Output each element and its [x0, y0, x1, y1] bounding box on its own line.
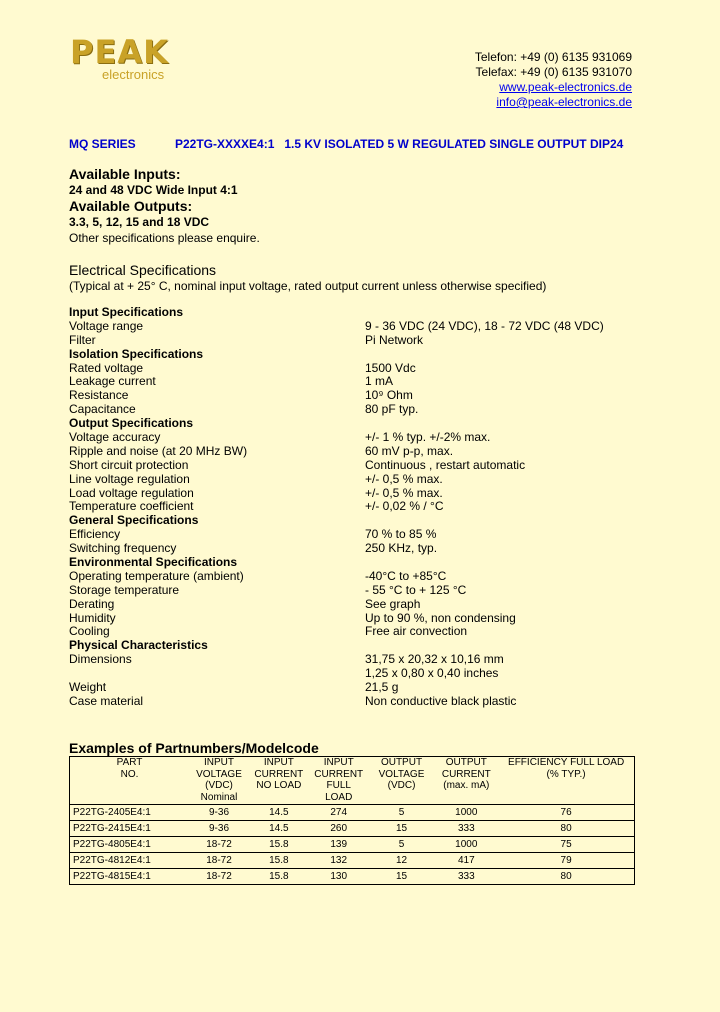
logo-brand: PEAK: [70, 33, 169, 71]
table-row: [70, 821, 635, 837]
spec-row: [69, 375, 649, 389]
series-title: P22TG-XXXXE4:1 1.5 KV ISOLATED 5 W REGULATED SINGLE OUTPUT DIP24: [175, 137, 624, 151]
spec-row: [69, 570, 649, 584]
spec-label: Filter: [69, 332, 96, 347]
spec-label: Resistance: [69, 388, 129, 403]
logo-subtitle: electronics: [102, 67, 165, 82]
spec-label: Leakage current: [69, 374, 156, 389]
part-number-cell: P22TG-4812E4:1: [70, 853, 190, 869]
table-cell: 15: [369, 821, 435, 837]
electrical-subtitle: (Typical at + 25° C, nominal input voltage, rated output current unless otherwise specified): [69, 279, 547, 293]
spec-value: 70 % to 85 %: [365, 527, 437, 542]
spec-label: Rated voltage: [69, 360, 144, 375]
spec-label: Load voltage regulation: [69, 485, 194, 500]
inputs-heading: Available Inputs:: [69, 166, 181, 182]
spec-label: Dimensions: [69, 652, 132, 667]
table-row: [70, 869, 635, 885]
spec-label: Weight: [69, 680, 107, 695]
spec-value: Free air convection: [365, 624, 468, 639]
table-cell: 5: [369, 837, 435, 853]
column-header: INPUT CURRENT FULL LOAD: [309, 757, 369, 805]
spec-value: +/- 0,02 % / °C: [365, 499, 444, 514]
column-header: INPUT CURRENT NO LOAD: [249, 757, 309, 805]
spec-section-heading: [69, 556, 649, 570]
spec-value: 10⁹ Ohm: [365, 388, 413, 403]
table-cell: 9-36: [189, 805, 249, 821]
spec-list: [69, 306, 649, 709]
outputs-heading: Available Outputs:: [69, 198, 193, 214]
spec-label: Cooling: [69, 624, 110, 639]
table-cell: 15.8: [269, 871, 289, 882]
spec-row: [69, 653, 649, 667]
spec-row: [69, 528, 649, 542]
table-cell: 274: [309, 805, 369, 821]
table-cell: 1000: [434, 837, 498, 853]
spec-value: 80 pF typ.: [365, 402, 419, 417]
table-cell: 333: [457, 871, 475, 882]
spec-value: 1,25 x 0,80 x 0,40 inches: [365, 666, 499, 681]
spec-value: Pi Network: [365, 332, 424, 347]
parts-table: [69, 756, 635, 885]
part-number-cell: P22TG-2405E4:1: [70, 805, 190, 821]
spec-value: -40°C to +85°C: [365, 568, 447, 583]
spec-value: 1500 Vdc: [365, 360, 416, 375]
spec-label: Temperature coefficient: [69, 499, 194, 514]
table-cell: 260: [309, 821, 369, 837]
spec-label: Case material: [69, 693, 144, 708]
spec-value: - 55 °C to + 125 °C: [365, 582, 467, 597]
table-cell: 80: [498, 821, 634, 837]
spec-label: Capacitance: [69, 402, 136, 417]
phone-text: Telefon: +49 (0) 6135 931069: [474, 50, 632, 64]
spec-row: [69, 473, 649, 487]
inputs-text: 24 and 48 VDC Wide Input 4:1: [69, 183, 238, 197]
spec-value: +/- 0,5 % max.: [365, 471, 443, 486]
spec-section-heading: [69, 639, 649, 653]
spec-value: Up to 90 %, non condensing: [365, 610, 516, 625]
table-cell: 75: [498, 837, 634, 853]
column-header: OUTPUT VOLTAGE (VDC): [369, 757, 435, 805]
table-cell: 333: [434, 821, 498, 837]
spec-label: Environmental Specifications: [69, 555, 238, 570]
spec-value: +/- 0,5 % max.: [365, 485, 443, 500]
spec-row: [69, 459, 649, 473]
part-number-cell: P22TG-4815E4:1: [73, 871, 151, 882]
spec-value: 21,5 g: [365, 680, 399, 695]
spec-label: Humidity: [69, 610, 116, 625]
spec-value: See graph: [365, 596, 421, 611]
column-header: INPUT VOLTAGE (VDC) Nominal: [189, 757, 249, 805]
table-cell: 417: [434, 853, 498, 869]
outputs-text: 3.3, 5, 12, 15 and 18 VDC: [69, 215, 210, 229]
fax-text: Telefax: +49 (0) 6135 931070: [475, 65, 632, 79]
spec-section-heading: [69, 417, 649, 431]
table-cell: 18-72: [189, 853, 249, 869]
spec-label: Voltage range: [69, 318, 144, 333]
table-cell: 1000: [434, 805, 498, 821]
spec-row: [69, 431, 649, 445]
spec-label: Output Specifications: [69, 416, 194, 431]
table-cell: 15.8: [249, 837, 309, 853]
table-cell: 9-36: [189, 821, 249, 837]
spec-row: [69, 598, 649, 612]
series-name: MQ SERIES: [69, 137, 136, 151]
spec-row: [69, 625, 649, 639]
table-cell: 14.5: [249, 821, 309, 837]
table-cell: 18-72: [189, 837, 249, 853]
spec-value: 250 KHz, typ.: [365, 541, 438, 556]
spec-label: Short circuit protection: [69, 457, 189, 472]
table-cell: 12: [369, 853, 435, 869]
spec-label: Efficiency: [69, 527, 121, 542]
part-number-cell: P22TG-2415E4:1: [70, 821, 190, 837]
table-row: [70, 853, 635, 869]
column-header: EFFICIENCY FULL LOAD (% TYP.): [498, 757, 634, 805]
spec-row: [69, 681, 649, 695]
spec-label: Switching frequency: [69, 541, 177, 556]
table-row: [70, 805, 635, 821]
table-cell: 76: [498, 805, 634, 821]
spec-label: Physical Characteristics: [69, 638, 208, 653]
spec-value: 1 mA: [365, 374, 394, 389]
column-header: PART NO.: [70, 757, 190, 805]
enquire-note: Other specifications please enquire.: [69, 231, 260, 245]
spec-label: Isolation Specifications: [69, 346, 204, 361]
spec-value: +/- 1 % typ. +/-2% max.: [365, 430, 491, 445]
table-cell: 15.8: [249, 853, 309, 869]
column-header: OUTPUT CURRENT (max. mA): [434, 757, 498, 805]
spec-value: 60 mV p-p, max.: [365, 443, 454, 458]
parts-table-header: [70, 757, 635, 805]
spec-label: General Specifications: [69, 513, 199, 528]
spec-label: Operating temperature (ambient): [69, 568, 244, 583]
electrical-heading: Electrical Specifications: [69, 262, 217, 278]
spec-section-heading: [69, 348, 649, 362]
spec-row: [69, 542, 649, 556]
table-cell: 14.5: [249, 805, 309, 821]
spec-row: [69, 487, 649, 501]
spec-row: [69, 320, 649, 334]
website-link[interactable]: www.peak-electronics.de: [499, 80, 632, 94]
spec-label: Derating: [69, 596, 115, 611]
table-cell: 18-72: [206, 871, 232, 882]
part-number-cell: P22TG-4805E4:1: [70, 837, 190, 853]
table-cell: 80: [560, 871, 572, 882]
table-cell: 79: [498, 853, 634, 869]
table-cell: 15: [395, 871, 408, 882]
table-cell: 132: [309, 853, 369, 869]
spec-row: [69, 334, 649, 348]
table-cell: 130: [330, 871, 348, 882]
spec-value: 31,75 x 20,32 x 10,16 mm: [365, 652, 504, 667]
spec-value: Non conductive black plastic: [365, 693, 517, 708]
spec-label: Line voltage regulation: [69, 471, 190, 486]
spec-value: Continuous , restart automatic: [365, 457, 526, 472]
spec-label: Storage temperature: [69, 582, 180, 597]
spec-row: [69, 445, 649, 459]
email-link[interactable]: info@peak-electronics.de: [496, 95, 632, 109]
spec-label: Ripple and noise (at 20 MHz BW): [69, 443, 248, 458]
contact-block: [475, 50, 632, 110]
spec-section-heading: [69, 306, 649, 320]
spec-row: [69, 403, 649, 417]
spec-row: [69, 667, 649, 681]
spec-row: [69, 584, 649, 598]
spec-section-heading: [69, 514, 649, 528]
examples-heading: Examples of Partnumbers/Modelcode: [69, 740, 319, 756]
spec-row: [69, 362, 649, 376]
spec-value: 9 - 36 VDC (24 VDC), 18 - 72 VDC (48 VDC): [365, 318, 604, 333]
table-cell: 139: [309, 837, 369, 853]
spec-row: [69, 612, 649, 626]
spec-label: Input Specifications: [69, 305, 184, 319]
table-cell: 5: [369, 805, 435, 821]
spec-label: Voltage accuracy: [69, 430, 161, 445]
table-row: [70, 837, 635, 853]
spec-row: [69, 389, 649, 403]
spec-row: [69, 695, 649, 709]
spec-row: [69, 500, 649, 514]
